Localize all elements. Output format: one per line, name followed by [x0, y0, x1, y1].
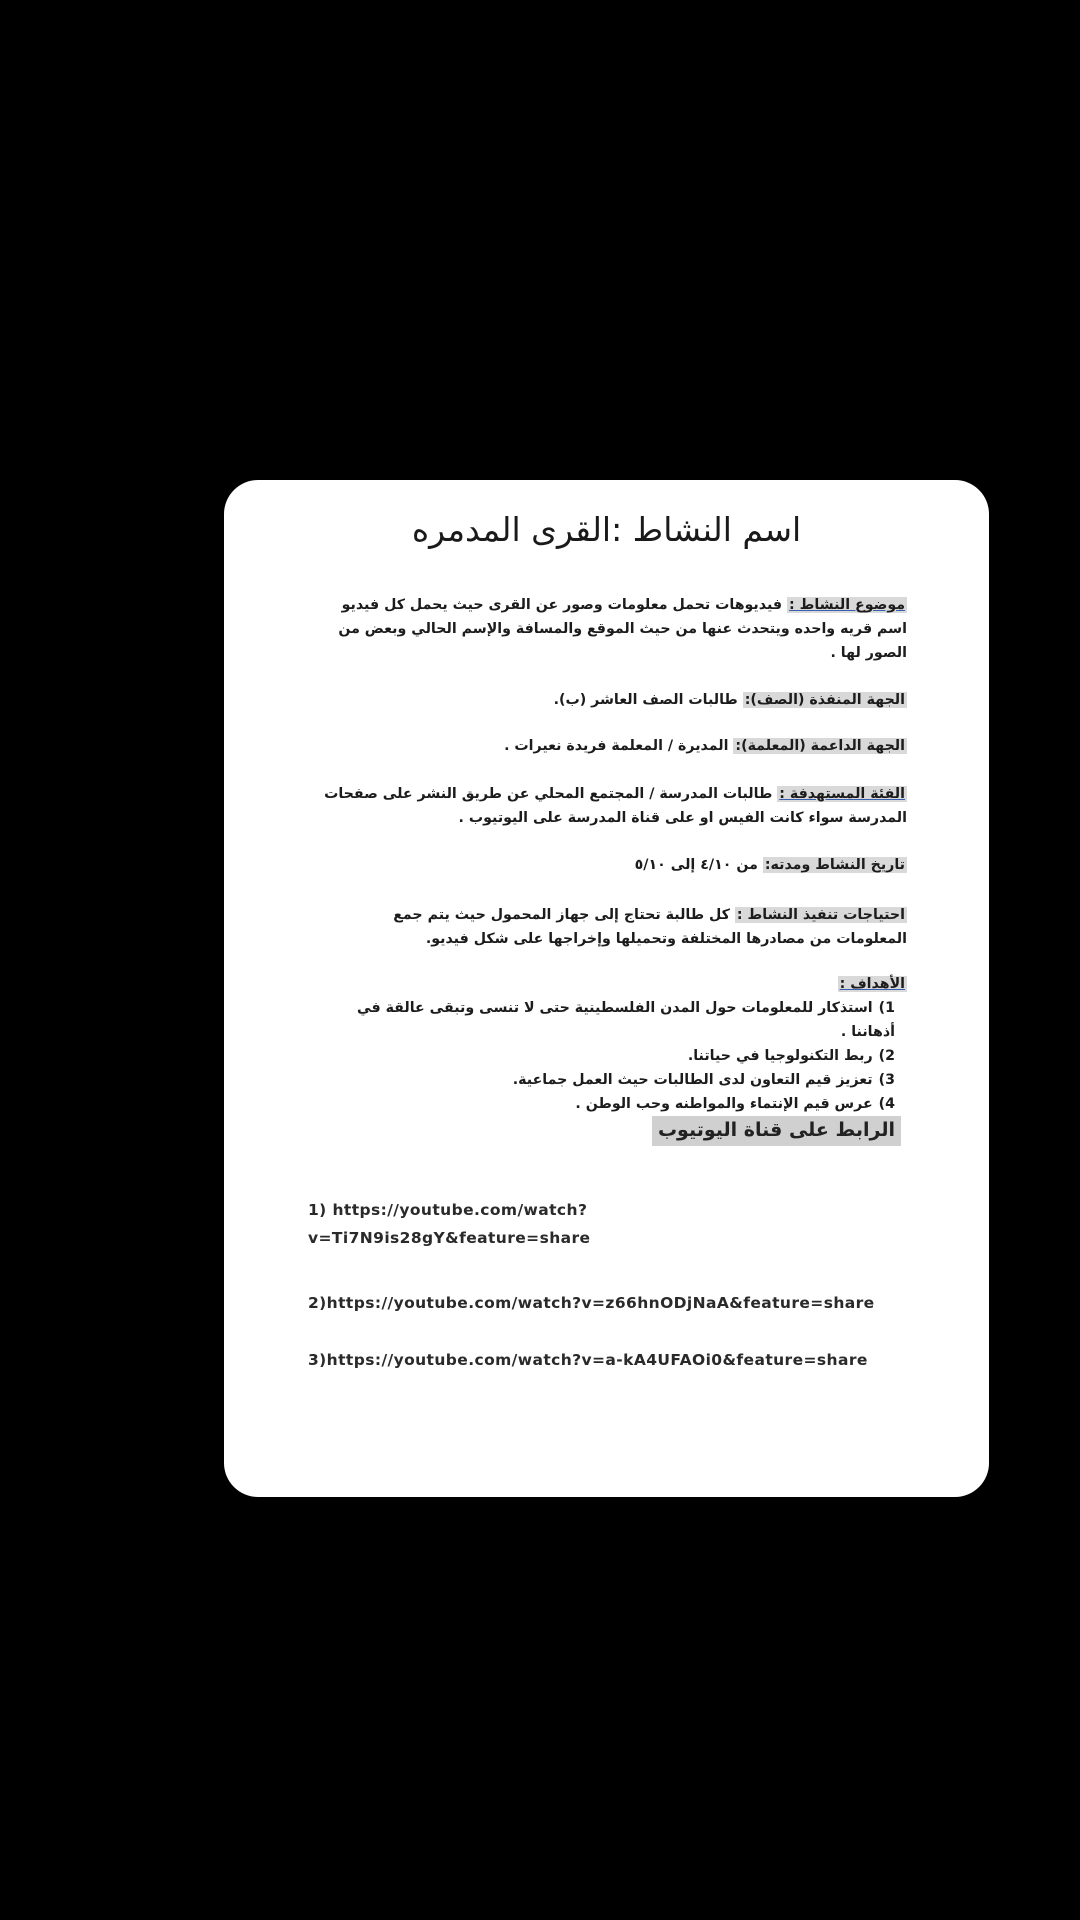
topic-label: موضوع النشاط :	[788, 597, 905, 613]
topic-section	[322, 593, 907, 665]
executor-section	[322, 688, 907, 712]
needs-label: احتياجات تنفيذ النشاط :	[736, 907, 905, 923]
youtube-link-1[interactable]: 1) https://youtube.com/watch? v=Ti7N9is28gY&feature=share	[308, 1201, 591, 1247]
goals-list	[322, 996, 907, 1116]
executor-text: طالبات الصف العاشر (ب).	[553, 692, 738, 708]
supporter-label: الجهة الداعمة (المعلمة):	[735, 738, 905, 754]
document-card	[224, 480, 989, 1497]
date-section	[322, 853, 907, 877]
youtube-heading: الرابط على قناة اليوتيوب	[652, 1116, 901, 1146]
youtube-link-2[interactable]: 2)https://youtube.com/watch?v=z66hnODjNaA&feature=share	[308, 1294, 875, 1312]
goal-item: 2)ربط التكنولوجيا في حياتنا.	[687, 1048, 895, 1064]
needs-text: كل طالبة تحتاج إلى جهاز المحمول حيث يتم جمع المعلومات من مصادرها المختلفة وتحميلها وإخراجها على شكل فيديو.	[393, 907, 907, 947]
goal-item: 3)تعزيز قيم التعاون لدى الطالبات حيث العمل جماعية.	[512, 1072, 895, 1088]
document-title: اسم النشاط :القرى المدمره	[411, 510, 802, 549]
date-text: من ٤/١٠ إلى ٥/١٠	[634, 857, 758, 873]
audience-section	[322, 782, 907, 830]
goal-item: 1)استذكار للمعلومات حول المدن الفلسطينية حتى لا تنسى وتبقى عالقة في أذهاننا .	[356, 1000, 895, 1040]
date-label: تاريخ النشاط ومدته:	[764, 857, 905, 873]
youtube-link-3[interactable]: 3)https://youtube.com/watch?v=a-kA4UFAOi0&feature=share	[308, 1351, 868, 1369]
goal-item: 4)عرس قيم الإنتماء والمواطنه وحب الوطن .	[575, 1096, 895, 1112]
supporter-text: المديرة / المعلمة فريدة نعيرات .	[504, 738, 729, 754]
topic-text: فيديوهات تحمل معلومات وصور عن القرى حيث يحمل كل فيديو اسم قريه واحده ويتحدث عنها من حيث الموقع والمسافة والإسم الحالي وبعض من الصور لها .	[338, 597, 907, 661]
supporter-section	[322, 734, 907, 758]
audience-label: الفئة المستهدفة :	[779, 786, 905, 802]
goals-section	[322, 972, 907, 1116]
needs-section	[322, 903, 907, 951]
audience-text: طالبات المدرسة / المجتمع المحلي عن طريق النشر على صفحات المدرسة سواء كانت الفيس او على قناة المدرسة على اليوتيوب .	[324, 786, 907, 826]
executor-label: الجهة المنفذة (الصف):	[744, 692, 905, 708]
goals-label: الأهداف :	[839, 976, 905, 992]
